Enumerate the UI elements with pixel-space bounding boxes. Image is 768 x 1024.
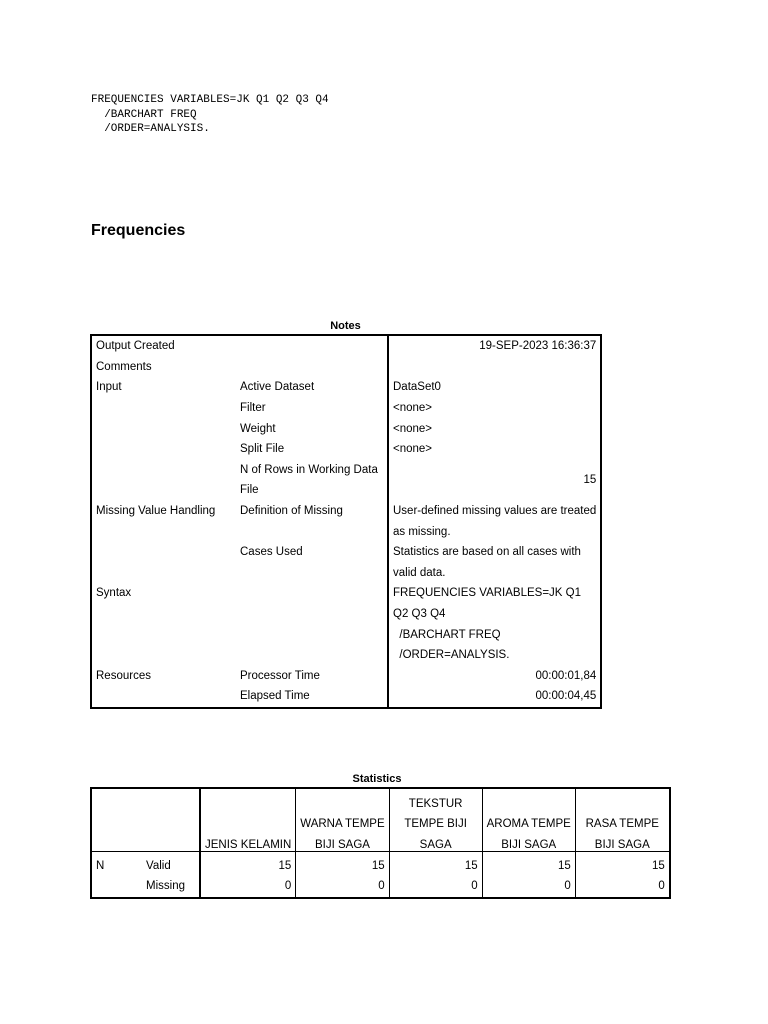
row-label: Output Created xyxy=(96,340,175,353)
column-header: TEMPE BIJI xyxy=(389,810,482,831)
column-header: AROMA TEMPE xyxy=(482,810,575,831)
sub-label: N of Rows in Working Data xyxy=(236,460,388,481)
cell-value: /ORDER=ANALYSIS. xyxy=(393,649,510,662)
cell-value: 15 xyxy=(200,851,296,876)
table-row xyxy=(91,666,601,687)
cell-value: 15 xyxy=(482,851,575,876)
column-header: BIJI SAGA xyxy=(296,830,389,851)
syntax-block xyxy=(91,93,329,137)
cell-value: valid data. xyxy=(393,566,446,579)
column-header: TEKSTUR xyxy=(389,788,482,810)
cell-value: /BARCHART FREQ xyxy=(393,628,501,641)
section-heading: Frequencies xyxy=(91,222,186,239)
cell-value: User-defined missing values are treated xyxy=(393,505,597,518)
cell-value: 15 xyxy=(389,851,482,876)
cell-value: 0 xyxy=(200,876,296,898)
sub-label: Split File xyxy=(236,439,388,460)
row-label: Syntax xyxy=(96,587,132,600)
column-header xyxy=(296,788,389,810)
statistics-table xyxy=(90,787,671,899)
syntax-line: FREQUENCIES VARIABLES=JK Q1 Q2 Q3 Q4 xyxy=(91,94,329,106)
row-label: Resources xyxy=(96,669,151,682)
column-header xyxy=(200,810,296,831)
table-header-row xyxy=(91,788,670,810)
table-header-row xyxy=(91,830,670,851)
table-row xyxy=(91,851,670,876)
cell-value: 0 xyxy=(389,876,482,898)
table-row xyxy=(91,521,601,542)
sub-label: Active Dataset xyxy=(236,377,388,398)
column-header: SAGA xyxy=(389,830,482,851)
column-header: WARNA TEMPE xyxy=(296,810,389,831)
notes-title: Notes xyxy=(330,320,361,332)
table-row xyxy=(91,460,601,481)
table-row xyxy=(91,686,601,708)
table-row xyxy=(91,645,601,666)
cell-value: Q2 Q3 Q4 xyxy=(393,608,446,621)
table-row xyxy=(91,583,601,604)
cell-value: <none> xyxy=(393,443,433,456)
table-row xyxy=(91,377,601,398)
cell-value: Statistics are based on all cases with xyxy=(393,546,581,559)
table-row xyxy=(91,357,601,378)
table-row xyxy=(91,876,670,898)
table-row xyxy=(91,418,601,439)
cell-value: 0 xyxy=(482,876,575,898)
column-header: JENIS KELAMIN xyxy=(200,830,296,851)
syntax-line: /BARCHART FREQ xyxy=(91,108,197,121)
row-label: Comments xyxy=(96,360,152,373)
table-header-row xyxy=(91,810,670,831)
sub-label: Filter xyxy=(236,398,388,419)
cell-value: 0 xyxy=(296,876,389,898)
row-label: N xyxy=(96,859,105,872)
statistics-title: Statistics xyxy=(352,773,402,785)
row-sublabel: Missing xyxy=(146,880,185,893)
notes-table xyxy=(90,334,602,709)
cell-value: FREQUENCIES VARIABLES=JK Q1 xyxy=(393,587,581,600)
table-row xyxy=(91,542,601,563)
table-row xyxy=(91,398,601,419)
sub-label: File xyxy=(236,480,388,501)
syntax-line: /ORDER=ANALYSIS. xyxy=(91,123,210,135)
table-row xyxy=(91,335,601,357)
column-header: BIJI SAGA xyxy=(482,830,575,851)
cell-value: 15 xyxy=(296,851,389,876)
table-row xyxy=(91,604,601,625)
cell-value: DataSet0 xyxy=(393,381,441,394)
table-row xyxy=(91,563,601,584)
row-label: Input xyxy=(96,381,122,394)
column-header: BIJI SAGA xyxy=(575,830,670,851)
cell-value: 0 xyxy=(575,876,670,898)
column-header xyxy=(200,788,296,810)
cell-value: 15 xyxy=(583,474,597,487)
sub-label: Weight xyxy=(236,418,388,439)
cell-value: 00:00:04,45 xyxy=(535,690,597,703)
cell-value: <none> xyxy=(393,402,433,415)
sub-label: Processor Time xyxy=(236,666,388,687)
row-sublabel: Valid xyxy=(146,859,171,872)
cell-value: 00:00:01,84 xyxy=(535,669,597,682)
sub-label: Elapsed Time xyxy=(236,686,388,708)
cell-value: as missing. xyxy=(393,525,451,538)
sub-label: Cases Used xyxy=(236,542,388,563)
column-header xyxy=(482,788,575,810)
cell-value: 15 xyxy=(575,851,670,876)
cell-value: 19-SEP-2023 16:36:37 xyxy=(479,340,597,353)
sub-label: Definition of Missing xyxy=(236,501,388,522)
cell-value: <none> xyxy=(393,422,433,435)
table-row xyxy=(91,501,601,522)
column-header: RASA TEMPE xyxy=(575,810,670,831)
table-row xyxy=(91,624,601,645)
row-label: Missing Value Handling xyxy=(96,505,216,518)
table-row xyxy=(91,439,601,460)
column-header xyxy=(575,788,670,810)
